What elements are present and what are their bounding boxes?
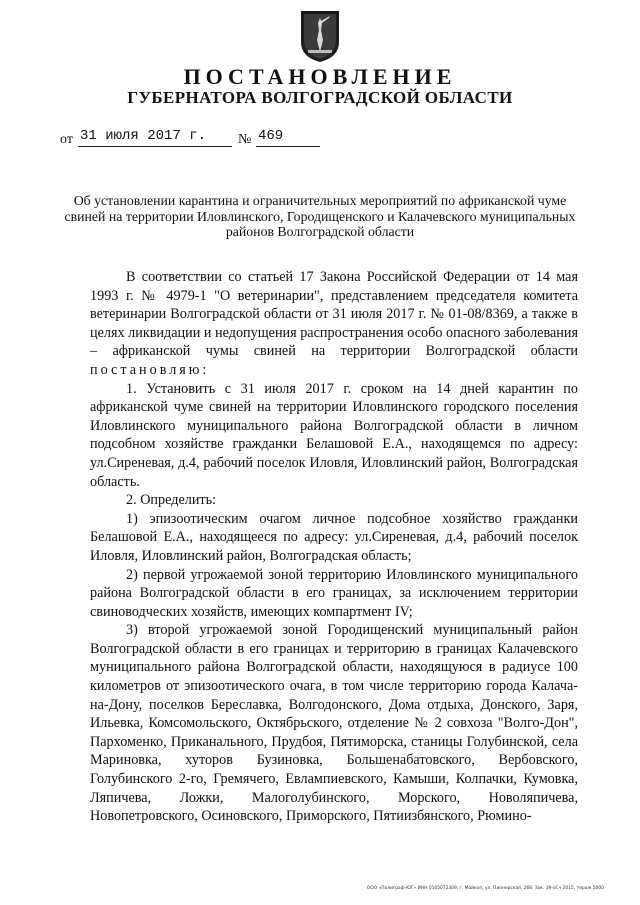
- document-subject: Об установлении карантина и ограничительных мероприятий по африканской чуме свиней на территории Иловлинского, Городищенского и Калачевского муниципальных районов Волгоградской области: [64, 193, 576, 239]
- document-body: [90, 268, 578, 826]
- coat-of-arms-icon: [298, 8, 342, 64]
- item-2: 2. Определить:: [126, 492, 217, 509]
- item-2-3: 3) второй угрожаемой зоной Городищенский муниципальный район Волгоградской области в его границах и территорию в границах Калачевского муниципального района Волгоградской области, находящуюся в радиусе 100 километров от эпизоотического очага, в том числе территорию города Калача-на-Дону, поселков Береславка, Волгодонского, Дома отдыха, Донского, Заря, Ильевка, Комсомольского, Октябрьского, отделение № 2 совхоза "Волго-Дон", Пархоменко, Приканального, Прудбоя, Пятиморска, станицы Голубинской, села Мариновка, хуторов Бузиновка, Большенабатовского, Вербовского, Голубинского 2-го, Гремячего, Евлампиевского, Камыши, Колпачки, Кумовка, Ляпичева, Ложки, Малоголубинского, Морского, Новоляпичева, Новопетровского, Осиновского, Приморского, Пятиизбянского, Рюмино-: [90, 622, 578, 825]
- number-value: 469: [256, 126, 320, 147]
- number-label: №: [238, 132, 252, 147]
- document-title: ПОСТАНОВЛЕНИЕ: [183, 64, 457, 89]
- document-subtitle: ГУБЕРНАТОРА ВОЛГОГРАДСКОЙ ОБЛАСТИ: [127, 88, 513, 107]
- item-2-2: 2) первой угрожаемой зоной территорию Иловлинского муниципального района Волгоградской области в его границах, за исключением территории свиноводческих хозяйств, имеющих компартмент IV;: [90, 566, 578, 620]
- printer-imprint: ООО «Полиграф-ЮГ» ИНН 0105072309, г. Майкоп, ул. Пионерская, 268. Зак. 39-оСч 2015, тираж 5000: [366, 886, 604, 891]
- intro-paragraph: [90, 268, 578, 380]
- item-2-1: 1) эпизоотическим очагом личное подсобное хозяйство гражданки Белашовой Е.А., находящееся по адресу: ул.Сиреневая, д.4, рабочий поселок Иловля, Иловлинский район, Волгоградская область;: [90, 510, 578, 564]
- coat-of-arms-icon-graphic: [298, 8, 342, 64]
- date-value: 31 июля 2017 г.: [78, 126, 232, 147]
- intro-text: В соответствии со статьей 17 Закона Российской Федерации от 14 мая 1993 г. № 4979-1 "О ветеринарии", представлением председателя комитета ветеринарии Волгоградской области от 31 июля 2017 г. № 01-08/8369, а также в целях ликвидации и недопущения распространения особо опасного заболевания – африканской чумы свиней на территории Волгоградской области: [90, 269, 578, 360]
- decree-word: постановляю:: [90, 361, 210, 378]
- date-label: от: [60, 132, 73, 147]
- item-1: 1. Установить с 31 июля 2017 г. сроком на 14 дней карантин по африканской чуме свиней на территории Иловлинского городского поселения Иловлинского муниципального района Волгоградской области в личном подсобном хозяйстве гражданки Белашовой Е.А., находящемся по адресу: ул.Сиреневая, д.4, рабочий поселок Иловля, Иловлинский район, Волгоградская область.: [90, 380, 578, 490]
